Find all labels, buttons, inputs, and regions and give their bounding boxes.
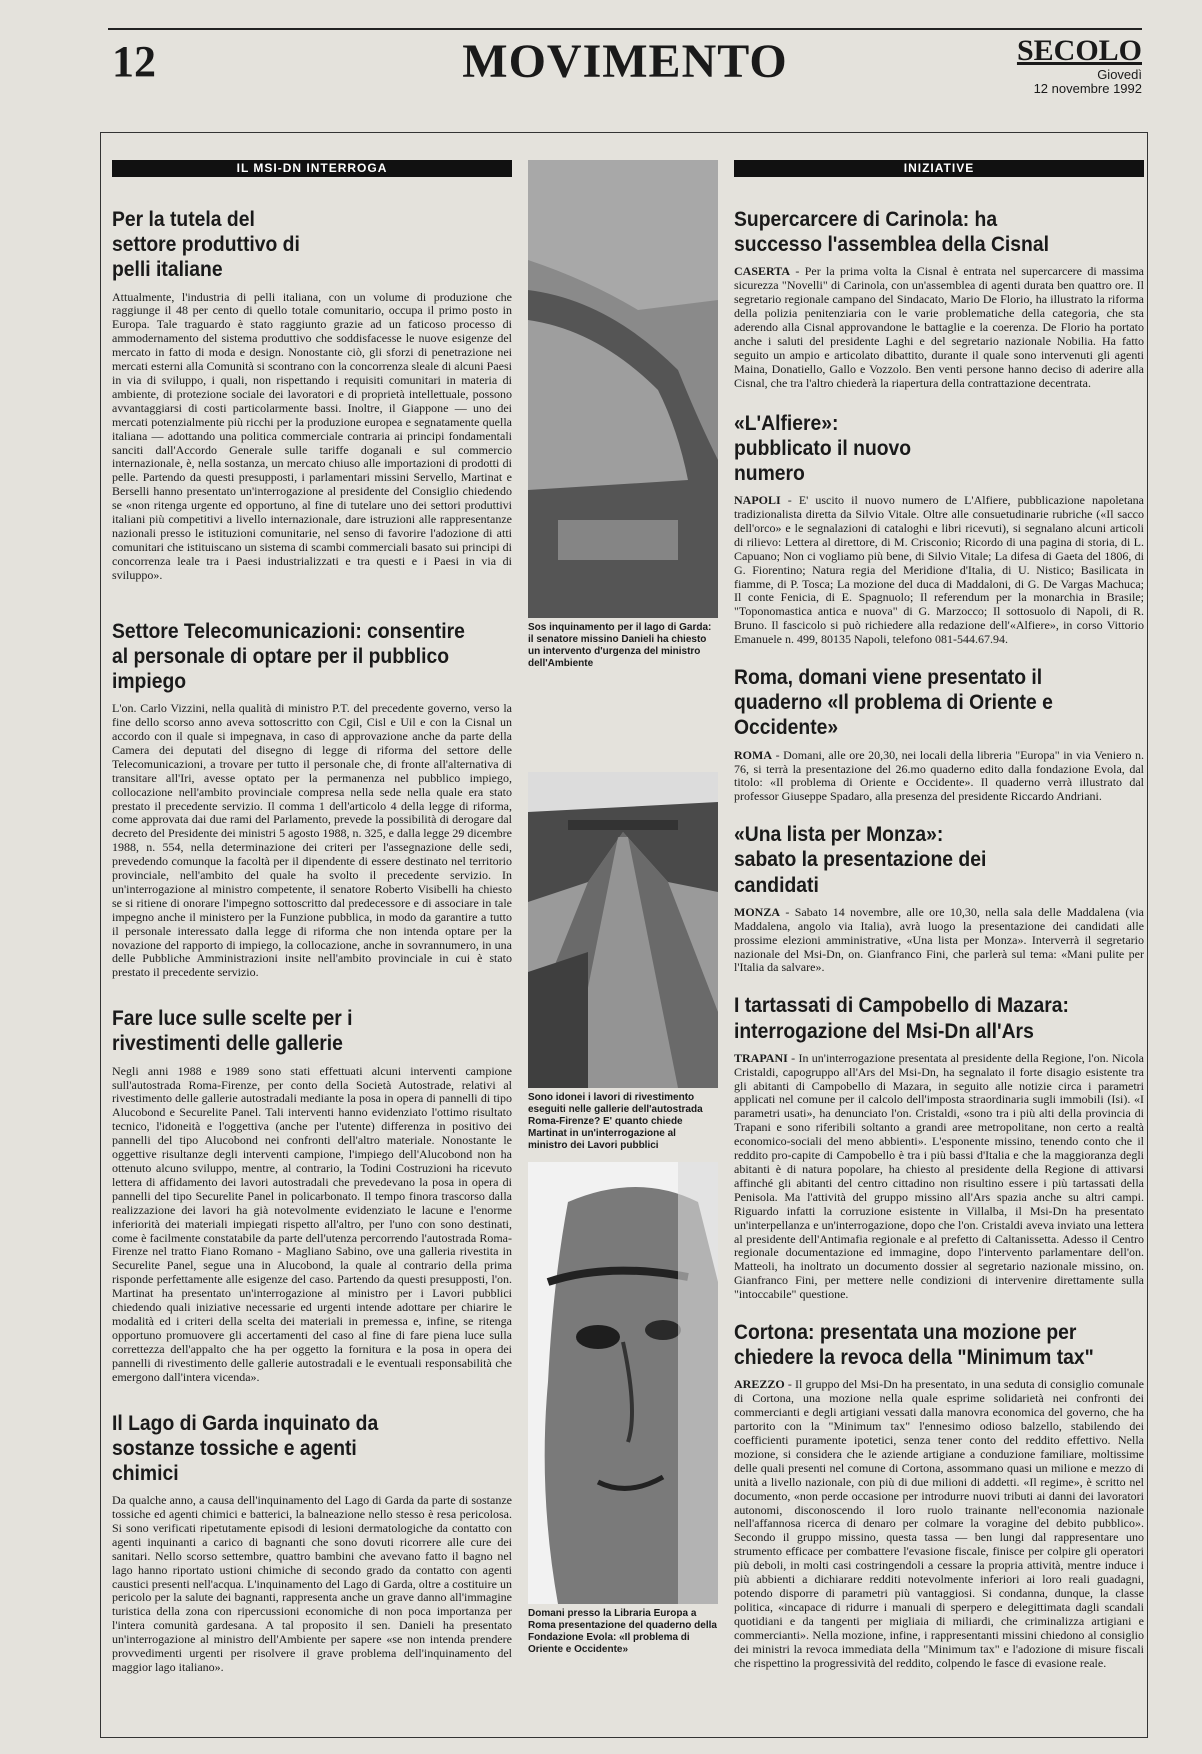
article-cortona — [734, 1320, 1144, 1670]
lake-photo-image — [528, 160, 718, 618]
article-body — [734, 1378, 1144, 1670]
article-body — [734, 494, 1144, 647]
article-alfiere — [734, 411, 1144, 648]
portrait-photo-image — [528, 1162, 718, 1604]
portrait-photo — [528, 1162, 718, 1604]
article-body — [734, 749, 1144, 805]
photo-block-highway — [528, 772, 718, 1152]
article-text: - Domani, alle ore 20,30, nei locali della libreria "Europa" in via Veniero n. 76, si terrà la presentazione del 26.mo quaderno edito dalla fondazione Evola, dal titolo: «Il problema di Oriente e Occidente». Il quaderno verrà illustrato dal professor Giuseppe Spadaro, alla presenza del presidente Riccardo Andriani. — [734, 747, 1144, 804]
dateline: CASERTA — [734, 264, 791, 279]
article-headline: «L'Alfiere»: pubblicato il nuovo numero — [734, 411, 912, 485]
article-headline: Fare luce sulle scelte per i rivestimenti delle gallerie — [112, 1007, 353, 1056]
article-headline: Supercarcere di Carinola: ha successo l'assemblea della Cisnal — [734, 208, 1049, 257]
left-section-banner: IL MSI-DN INTERROGA — [112, 160, 512, 177]
article-headline: «Una lista per Monza»: sabato la presentazione dei candidati — [734, 823, 987, 897]
article-gallerie — [112, 1006, 512, 1384]
article-carinola — [734, 207, 1144, 391]
left-column — [112, 160, 512, 1675]
dateline: MONZA — [734, 904, 780, 919]
dateline: AREZZO — [734, 1377, 785, 1392]
highway-photo — [528, 772, 718, 1088]
highway-photo-image — [528, 772, 718, 1088]
article-headline: Settore Telecomunicazioni: consentire al personale di optare per il pubblico impiego — [112, 619, 465, 693]
article-headline: I tartassati di Campobello di Mazara: interrogazione del Msi-Dn all'Ars — [734, 994, 1069, 1043]
article-text: - Sabato 14 novembre, alle ore 10,30, nella sala delle Maddalena (via Maddalena, angolo via Italia), avrà luogo la presentazione dei candidati alle prossime elezioni amministrative, «Una lista per Monza». Interverrà il segretario nazionale del Msi-Dn, on. Gianfranco Fini, che parlerà sul tema: «Mani pulite per l'Italia da salvare». — [734, 904, 1144, 975]
photo-caption: Domani presso la Libraria Europa a Roma presentazione del quaderno della Fondazione Evola: «Il problema di Oriente e Occidente» — [528, 1608, 717, 1655]
article-headline: Roma, domani viene presentato il quaderno «Il problema di Oriente e Occidente» — [734, 666, 1053, 740]
photo-column — [528, 160, 718, 1656]
right-section-banner: INIZIATIVE — [734, 160, 1144, 177]
article-lago-garda — [112, 1411, 512, 1675]
article-campobello — [734, 993, 1144, 1302]
article-text: - Per la prima volta la Cisnal è entrata nel supercarcere di massima sicurezza "Novelli" di Carinola, con un'assemblea di agenti durata ben quattro ore. Il segretario regionale campano del Sindacato, Mario De Florio, ha illustrato la riforma della polizia penitenziaria con le varie problematiche della categoria, che sta aderendo alla Cisnal approvandone le battaglie e la coerenza. De Florio ha portato anche i saluti del presidente Laghi e del segretario nazionale Nobilia. Ha fatto seguito un ampio e articolato dibattito, durante il quale sono intervenuti gli agenti Maina, Donatiello, Gallo e Vozzolo. Ben venti persone hanno deciso di aderire alla Cisnal, che tra l'altro chiederà la riapertura della contrattazione decentrata. — [734, 264, 1144, 390]
page-number: 12 — [112, 37, 156, 86]
logo-text: SECOLO — [1016, 34, 1142, 67]
article-body: Negli anni 1988 e 1989 sono stati effettuati alcuni interventi campione sull'autostrada Roma-Firenze, per conto della Società Autostrade, relativi al rivestimento delle gallerie autostradali mediante la posa in opera di pannelli di tipo Alucobond e Securelite Panel. Tali interventi hanno evidenziato l'ottimo risultato tecnico, l'idoneità e l'oggettiva (anche per l'utente) differenza in positivo dei pannelli del tipo Alucobond nei confronti dell'altro materiale. Nonostante le oggettive risultanze degli interventi campione, l'impiego dell'Alucobond non ha ottenuto alcuno sviluppo, mentre, al contrario, la Todini Costruzioni ha ricevuto lettera di affidamento dei lavori autostradali che prevedevano la posa in opera di pannelli del tipo Securelite Panel in policarbonato. Il tempo finora trascorso dalla realizzazione dei lavori ha già notevolmente evidenziato le lacune e l'enorme inferiorità dei materiali impiegati rispetto all'altro, per l'uno con sono destinati, come è facilmente constatabile da parte dell'utenza percorrendo l'autostrada Roma-Firenze nel tratto Fiano Romano - Magliano Sabino, ove una galleria rivestita in Securelite Panel, segue una in Alucobond, la quale al contrario della prima risponde perfettamente alle esigenze del caso. Partendo da questi presupposti, l'on. Martinat ha presentato un'interrogazione al ministro per i Lavori pubblici chiedendo quali iniziative necessarie ed urgenti intende adottare per chiarire le modalità ed i criteri della scelta dei materiali in premessa e, infine, se ritenga opportuno promuovere gli accertamenti del caso al fine di fare piena luce sulla correttezza dell'appalto che ha per oggetto la fornitura e la posa in opera dei pannelli di rivestimento delle gallerie autostradali e le eventuali responsabilità che emergono dall'intera vicenda». — [112, 1063, 512, 1384]
article-roma-quaderno — [734, 665, 1144, 804]
article-pelli — [112, 207, 512, 583]
masthead — [108, 28, 1142, 97]
dateline: TRAPANI — [734, 1050, 788, 1065]
article-text: - E' uscito il nuovo numero de L'Alfiere, pubblicazione napoletana tradizionalista diretta da Silvio Vitale. Oltre alle consuetudinarie rubriche («Il sacco dell'orco» e le segnalazioni di cataloghi e libri ricevuti), si segnalano alcuni articoli di rilievo: Lettera al direttore, di M. Crisconio; Ricordo di una pagina di storia, di L. Capuano; Non ci vogliamo più bene, di Silvio Vitale; La difesa di Gaeta del 1806, di G. Fiorentino; Natura regia del Meridione d'Italia, di U. Nistico; Basilicata in fiamme, di P. Tosca; La mozione del duca di Maddaloni, di G. De Vargas Machuca; Il conte Fenicia, di E. Spagnuolo; Il referendum per la monarchia in Brasile; "Toponomastica antica e nuova" di G. Marzocco; Il sottosuolo di Napoli, di R. Bruno. Il fascicolo si può richiedere alla redazione dell'«Alfiere», in corso Vittorio Emanuele n. 499, 80135 Napoli, telefono 081-544.67.94. — [734, 493, 1144, 647]
lake-garda-photo — [528, 160, 718, 618]
article-headline: Cortona: presentata una mozione per chiedere la revoca della "Minimum tax" — [734, 1321, 1094, 1370]
article-text: - Il gruppo del Msi-Dn ha presentato, in una seduta di consiglio comunale di Cortona, una mozione nella quale esprime solidarietà nei confronti dei commercianti e degli artigiani vessati dalla manovra economica del governo, che ha partorito con la "Minimum tax" l'ennesimo odioso balzello, stabilendo dei coefficienti puramente ipotetici, senza tener conto del reddito effettivo. Nella mozione, si considera che le aziende artigiane a conduzione familiare, moltissime delle quali presenti nel comune di Cortona, assommano quasi un milione e mezzo di unità a livello nazionale, con più di due milioni di addetti. «Il regime», è scritto nel documento, «non perde occasione per introdurre nuovi tributi ai danni dei lavoratori autonomi, disconoscendo il loro ruolo trainante nell'economia nazionale nell'affannosa ricerca di denaro per colmare la voragine del debito pubblico». Secondo il gruppo missino, questa tassa — ben lungi dal rappresentare uno strumento efficace per combattere l'evasione fiscale, finisce per colpire gli operatori più deboli, in molti casi costringendoli a cessare la propria attività, mentre induce i più abbienti a dichiarare redditi notevolmente inferiori ai loro reali guadagni, potendo disporre di parametri più vantaggiosi. Si condanna, dunque, la classe politica, «incapace di ridurre i manuali di sperpero e delegittimata dagli scandali quotidiani e da tangenti per migliaia di miliardi, che criminalizza artigiani e commercianti». Nella mozione, infine, i rappresentanti missini chiedono al consiglio dei ministri la revoca immediata della "Minimum tax" e l'adozione di misure fiscali che rispettino la progressività del reddito, colpendo le fasce di evasione reale. — [734, 1377, 1144, 1670]
article-text: - In un'interrogazione presentata al presidente della Regione, l'on. Nicola Cristaldi, capogruppo all'Ars del Msi-Dn, ha segnalato il forte disagio esistente tra gli abitanti di Campobello di Mazara, in seguito alle notizie circa i parametri applicati nel comune per il calcolo dell'imposta straordinaria sugli immobili (Isi). «I parametri usati», ha denunciato l'on. Cristaldi, «sono tra i più alti della provincia di Trapani e sono riferibili soltanto a grandi aree metropolitane, non certo a realtà economico-sociali del meno abbienti». L'esponente missino, tenendo conto che il reddito pro-capite di Campobello è tra i più bassi d'Italia e che la maggioranza degli abitanti è di natura popolare, ha chiesto al presidente della Regione di attivarsi affinché gli abitanti del centro cittadino non risultino essere i più tartassati della Penisola. Ma l'attività del gruppo missino all'Ars spazia anche su altri campi. Riguardo infatti la corruzione esistente in Villalba, il Msi-Dn ha presentato un'interpellanza e un'interrogazione, dopo che l'on. Cristaldi aveva inviato una lettera al presidente dell'Antimafia regionale e al prefetto di Caltanissetta. Adesso il Centro regionale documentazione ed immagine, dopo l'intervento parlamentare dell'on. Matteoli, ha inoltrato un documento dossier al segretario nazionale missino, on. Gianfranco Fini, per mettere nelle condizioni di intervenire direttamente sulla "intoccabile" questione. — [734, 1050, 1144, 1302]
article-body: Attualmente, l'industria di pelli italiana, con un volume di produzione che raggiunge il 48 per cento di quello totale comunitario, occupa il primo posto in Europa. Tale traguardo è stato raggiunto grazie ad un faticoso processo di ammodernamento del sistema produttivo che soddisfacesse le nuove esigenze del mercato in fatto di moda e design. Nonostante ciò, gli sforzi di penetrazione nei mercati esterni alla Comunità si scontrano con la concorrenza sleale di alcuni Paesi in via di sviluppo, i quali, non rispettando i requisiti comunitari in materia di ambiente, di protezione sociale dei lavoratori e di proprietà intellettuale, possono avvantaggiarsi di costi particolarmente bassi. Inoltre, il Giappone — uno dei mercati potenzialmente più ricchi per la produzione europea e segnatamente quella italiana — adottando una politica commerciale contraria ai principi fondamentali sanciti dall'Accordo Generale sulle tariffe doganali e sul commercio internazionale, è, nella sostanza, un mercato chiuso alle importazioni di prodotti di pelle. Partendo da questi presupposti, i parlamentari missini Servello, Martinat e Berselli hanno presentato un'interrogazione al presidente del Consiglio chiedendo se «non ritenga urgente ed opportuno, al fine di tutelare uno dei settori produttivi italiani più competitivi a livello internazionale, dare istruzioni alle rappresentanze nazionali presso le istituzioni comunitarie, nel senso di favorire l'adozione di atti comunitari che istituiscano un sistema di scambi commerciali basato sui principi di concorrenza leale tra i Paesi industrializzati e tra questi e i Paesi in via di sviluppo». — [112, 289, 512, 582]
article-body — [734, 265, 1144, 390]
section-title: MOVIMENTO — [462, 35, 788, 88]
article-body: Da qualche anno, a causa dell'inquinamento del Lago di Garda da parte di sostanze tossiche ed agenti chimici e batterici, la balneazione nello stesso è resa pericolosa. Si sono verificati ripetutamente episodi di lesioni dermatologiche da contatto con agenti inquinanti a carico di bagnanti che sono dovuti ricorrere alle cure dei sanitari. Nello scorso settembre, quattro bambini che avevano fatto il bagno nel lago hanno riportato ustioni chimiche di secondo grado da contatto con agenti caustici presenti nell'acqua. L'inquinamento del Lago di Garda, oltre a costituire un pericolo per la salute dei bagnanti, rappresenta anche un grave danno all'immagine turistica della zona con ripercussioni economiche di non poca importanza per l'intera comunità gardesana. A tal proposito il sen. Danieli ha presentato un'interrogazione al ministro dell'Ambiente per sapere «se non intenda prendere provvedimenti urgenti per risolvere il grave problema dell'inquinamento del maggior lago italiano». — [112, 1493, 512, 1674]
right-column — [734, 160, 1144, 1670]
article-headline: Il Lago di Garda inquinato da sostanze tossiche e agenti chimici — [112, 1411, 379, 1485]
article-headline: Per la tutela del settore produttivo di pelli italiane — [112, 208, 300, 282]
dateline: NAPOLI — [734, 493, 781, 508]
photo-caption: Sono idonei i lavori di rivestimento eseguiti nelle gallerie dell'autostrada Roma-Firenze? E' quanto chiede Martinat in un'interrogazione al ministro dei Lavori pubblici — [528, 1092, 703, 1151]
article-telecomunicazioni — [112, 619, 512, 981]
photo-block-portrait — [528, 1162, 718, 1656]
article-body: L'on. Carlo Vizzini, nella qualità di ministro P.T. del precedente governo, verso la fine dello scorso anno aveva sottoscritto con Cgil, Cisl e Uil e con la Cisnal un accordo con il quale si impegnava, in caso di approvazione anche da parte della Camera dei deputati del disegno di legge di riforma del settore delle Telecomunicazioni, a trovare per tutto il personale che, di fronte all'alternativa di transitare all'Iri, avesse optato per la permanenza nel pubblico impiego, collocazione nell'ambito provinciale compresa nella sede nella quale era stato prestato il precedente servizio. Il comma 1 dell'articolo 4 della legge di riforma, come approvata dai due rami del Parlamento, prevede la possibilità di derogare dal decreto del Presidente dei ministri 5 agosto 1988, n. 325, e dalla legge 29 dicembre 1988, n. 554, nella determinazione dei criteri per l'assegnazione delle sedi, prevedendo comunque la facoltà per il dipendente di essere destinato nel territorio provinciale, nell'ambito del quale ha svolto il precedente servizio. In un'interrogazione al ministro competente, il senatore Roberto Visibelli ha chiesto se si ritiene di onorare l'impegno sottoscritto dal predecessore e di associare in tale impegno anche il ministero per la Funzione pubblica, in modo da garantire a tutto il personale interessato dalla legge di riforma che non intenda optare per la novazione del rapporto di impiego, la collocazione, anche in sovrannumero, in una delle Pubbliche Amministrazioni insite nell'ambito provinciale in cui è stato prestato il precedente servizio. — [112, 701, 512, 980]
photo-block-lake — [528, 160, 718, 670]
photo-caption: Sos inquinamento per il lago di Garda: il senatore missino Danieli ha chiesto un intervento d'urgenza del ministro dell'Ambiente — [528, 622, 712, 669]
dateline: ROMA — [734, 747, 772, 762]
newspaper-logo — [1017, 34, 1142, 97]
article-monza — [734, 822, 1144, 975]
article-body — [734, 1052, 1144, 1302]
issue-date: 12 novembre 1992 — [1033, 81, 1142, 97]
issue-weekday: Giovedì — [1097, 67, 1142, 82]
article-body — [734, 906, 1144, 976]
